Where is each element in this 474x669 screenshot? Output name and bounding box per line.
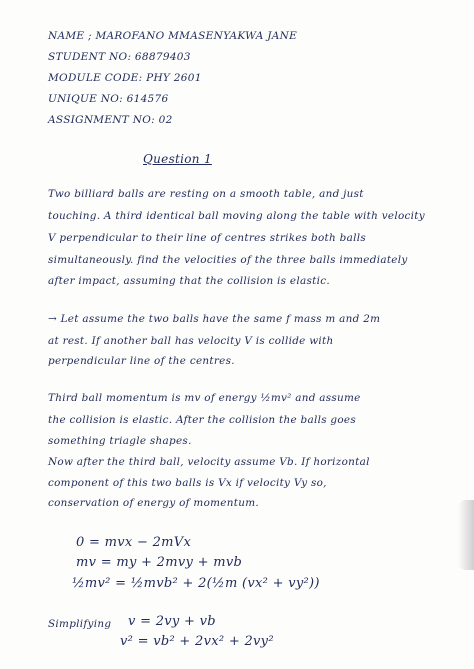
equation-energy: ½mv² = ½mvb² + 2(½m (vx² + vy²)) (72, 576, 320, 591)
equation-momentum-y: mv = my + 2mvy + mvb (76, 555, 243, 570)
simplifying-label: Simplifying (48, 618, 112, 630)
paper-scuff (458, 500, 474, 570)
assumption-line: perpendicular line of the centres. (48, 355, 235, 367)
assumption-line: at rest. If another ball has velocity V is collide with (48, 335, 334, 347)
working-line: the collision is elastic. After the collision the balls goes (48, 414, 357, 426)
working-line: something triagle shapes. (48, 435, 192, 447)
working-line: Third ball momentum is mv of energy ½mv² and assume (48, 392, 361, 404)
module-code: MODULE CODE: PHY 2601 (48, 72, 202, 84)
question-line: touching. A third identical ball moving along the table with velocity (48, 210, 425, 222)
question-line: simultaneously. find the velocities of the three balls immediately (48, 254, 408, 266)
question-line: Two billiard balls are resting on a smooth table, and just (48, 188, 364, 200)
working-line: Now after the third ball, velocity assume Vb. If horizontal (48, 456, 370, 468)
simplified-equation: v = 2vy + vb (128, 614, 216, 629)
question-line: V perpendicular to their line of centres strikes both balls (48, 232, 366, 244)
unique-number: UNIQUE NO: 614576 (48, 93, 169, 105)
simplified-equation: v² = vb² + 2vx² + 2vy² (120, 634, 274, 649)
question-title: Question 1 (143, 152, 212, 166)
working-line: conservation of energy of momentum. (48, 497, 259, 509)
student-name: NAME ; MAROFANO MMASENYAKWA JANE (48, 30, 298, 42)
assignment-number: ASSIGNMENT NO: 02 (48, 114, 173, 126)
assumption-line: → Let assume the two balls have the same f mass m and 2m (48, 313, 381, 325)
student-number: STUDENT NO: 68879403 (48, 51, 191, 63)
equation-momentum-x: 0 = mvx − 2mVx (76, 535, 192, 550)
working-line: component of this two balls is Vx if velocity Vy so, (48, 477, 327, 489)
question-line: after impact, assuming that the collision is elastic. (48, 275, 330, 287)
